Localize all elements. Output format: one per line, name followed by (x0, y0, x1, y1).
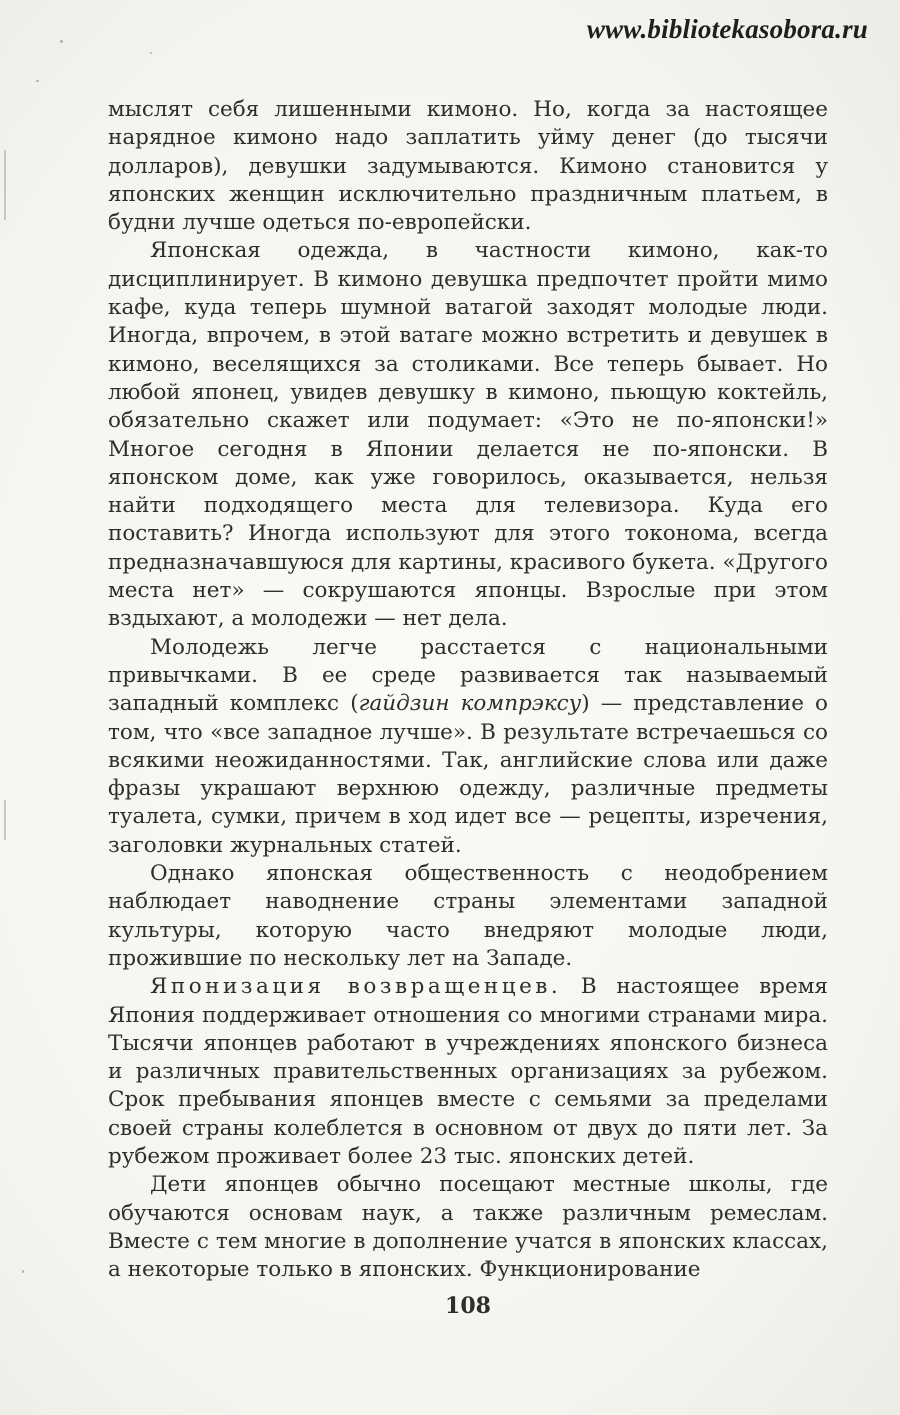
paragraph: Однако японская общественность с неодобрением наблюдает наводнение страны элементами западной культуры, которую часто внедряют молодые люди, прожившие по нескольку лет на Западе. (108, 861, 828, 971)
japanese-term: гайдзин компрэксу (358, 691, 582, 717)
scan-edge-artifact (4, 800, 6, 840)
page-number: 108 (445, 1293, 491, 1319)
site-watermark: www.bibliotekasobora.ru (586, 14, 868, 44)
paragraph (108, 973, 828, 1171)
paragraph: Дети японцев обычно посещают местные школы, где обучаются основам наук, а также различным ремеслам. Вместе с тем многие в дополнение учатся в японских классах, а некоторые только в японских. Функционирование (108, 1172, 828, 1283)
scan-speck (22, 1270, 24, 1273)
paragraph (108, 634, 828, 860)
scan-speck (150, 52, 152, 54)
paragraph: Японская одежда, в частности кимоно, как-то дисциплинирует. В кимоно девушка предпочтет пройти мимо кафе, куда теперь шумной ватагой заходят молодые люди. Иногда, впрочем, в этой ватаге можно встретить и девушек в кимоно, веселящихся за столиками. Все теперь бывает. Но любой японец, увидев девушку в кимоно, пьющую коктейль, обязательно скажет или подумает: «Это не по-японски!» Многое сегодня в Японии делается не по-японски. В японском доме, как уже говорилось, оказывается, нельзя найти подходящего места для телевизора. Куда его поставить? Иногда используют для этого токонома, всегда предназначавшуюся для картины, красивого букета. «Другого места нет» — сокрушаются японцы. Взрослые при этом вздыхают, а молодежи — нет дела. (108, 238, 828, 632)
body-text (108, 96, 828, 1284)
paragraph-text: Молодежь легче расстается с национальными привычками. В ее среде развивается так называемый западный комплекс ( (108, 634, 828, 717)
scan-speck (60, 40, 63, 43)
section-heading: Японизация возвращенцев. (150, 974, 562, 1000)
scan-speck (36, 80, 39, 82)
paragraph: мыслят себя лишенными кимоно. Но, когда за настоящее нарядное кимоно надо заплатить уйму денег (до тысячи долларов), девушки задумываются. Кимоно становится у японских женщин исключительно праздничным платьем, в будни лучше одеться по-европейски. (108, 97, 828, 236)
paragraph-text: В настоящее время Япония поддерживает отношения со многими странами мира. Тысячи японцев работают в учреждениях японского бизнеса и различных правительственных организациях за рубежом. Срок пребывания японцев вместе с семьями за пределами своей страны колеблется в основном от двух до пяти лет. За рубежом проживает более 23 тыс. японских детей. (108, 974, 828, 1169)
scan-edge-artifact (4, 150, 6, 220)
paragraph-text: ) — представление о том, что «все западное лучше». В результате встречаешься со всякими неожиданностями. Так, английские слова или даже фразы украшают верхнюю одежду, различные предметы туалета, сумки, причем в ход идет все — рецепты, изречения, заголовки журнальных статей. (108, 691, 829, 858)
